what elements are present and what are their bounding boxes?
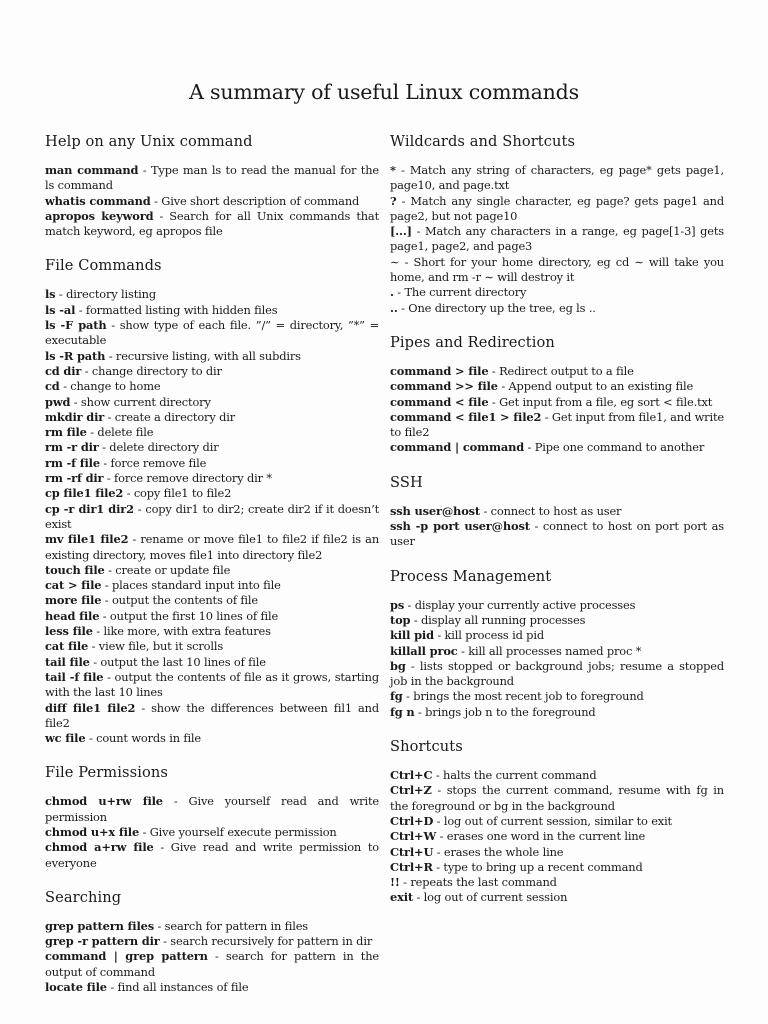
command-name: cd <box>45 379 60 394</box>
command-description: - places standard input into file <box>101 578 281 593</box>
command-description: - log out of current session, similar to exit <box>433 813 672 828</box>
command-description: - create or update file <box>104 562 231 577</box>
command-name: Ctrl+C <box>390 768 433 783</box>
section-help-on-any-unix-command <box>45 131 379 239</box>
section-wildcards-and-shortcuts <box>390 131 724 316</box>
command-name: ls -R path <box>45 348 106 363</box>
command-name: ssh -p port user@host <box>390 519 530 534</box>
command-name: command | command <box>390 440 525 455</box>
command-name: ssh user@host <box>390 503 481 518</box>
command-description: - output the contents of file <box>101 593 258 608</box>
section-ssh <box>390 472 724 550</box>
command-name: wc file <box>45 731 86 746</box>
command-entry <box>390 875 724 890</box>
command-entry <box>45 840 379 871</box>
section-shortcuts <box>390 736 724 906</box>
command-name: ls -F path <box>45 318 107 333</box>
command-name: rm -rf dir <box>45 471 104 486</box>
command-description: - output the contents of file as it grows, starting with the last 10 lines <box>45 669 379 700</box>
command-name: ls -al <box>45 302 76 317</box>
command-name: exit <box>390 890 414 905</box>
command-name: fg n <box>390 704 415 719</box>
command-description: - Give yourself read and write permission <box>45 794 379 824</box>
command-entry <box>390 504 724 519</box>
command-description: - directory listing <box>55 287 156 302</box>
command-name: [...] <box>390 224 412 239</box>
left-column <box>45 131 379 995</box>
command-name: kill pid <box>390 628 434 643</box>
command-entry <box>45 934 379 949</box>
command-entry <box>390 301 724 316</box>
command-entry <box>45 655 379 670</box>
command-entry <box>45 471 379 486</box>
command-entry <box>45 410 379 425</box>
command-description: - Pipe one command to another <box>524 440 705 455</box>
command-entry <box>45 731 379 746</box>
section-process-management <box>390 566 724 720</box>
command-name: Ctrl+D <box>390 813 434 828</box>
command-entry <box>390 783 724 814</box>
command-name: grep pattern files <box>45 918 155 933</box>
command-name: ps <box>390 597 405 612</box>
command-name: rm -r dir <box>45 440 99 455</box>
command-description: - brings the most recent job to foreground <box>402 689 644 704</box>
command-description: - lists stopped or background jobs; resume a stopped job in the background <box>390 658 724 689</box>
section-pipes-and-redirection <box>390 332 724 456</box>
command-entry <box>45 502 379 533</box>
command-description: - stops the current command, resume with fg in the foreground or bg in the background <box>390 783 724 813</box>
command-name: cp -r dir1 dir2 <box>45 501 134 516</box>
command-description: - force remove directory dir * <box>103 471 272 486</box>
right-column <box>390 131 724 906</box>
command-entry <box>390 440 724 455</box>
command-entry <box>45 609 379 624</box>
command-description: - One directory up the tree, eg ls .. <box>397 300 596 315</box>
command-entry <box>45 425 379 440</box>
command-entry <box>45 349 379 364</box>
command-description: - Append output to an existing file <box>497 379 694 394</box>
command-entry <box>45 593 379 608</box>
command-description: - display your currently active processes <box>404 597 636 612</box>
command-description: - create a directory dir <box>104 409 236 424</box>
command-description: - kill all processes named proc * <box>457 643 642 658</box>
command-name: head file <box>45 608 100 623</box>
command-entry <box>45 194 379 209</box>
command-description: - like more, with extra features <box>92 624 271 639</box>
command-entry <box>390 364 724 379</box>
command-description: - show type of each file. ”/” = directory, ”*” = executable <box>45 318 379 348</box>
section-heading: Searching <box>45 888 122 906</box>
command-name: diff file1 file2 <box>45 700 136 715</box>
command-name: command | grep pattern <box>45 949 208 964</box>
command-entry <box>390 379 724 394</box>
command-name: command < file1 > file2 <box>390 409 542 424</box>
command-entry <box>45 456 379 471</box>
command-entry <box>390 598 724 613</box>
command-description: - Give short description of command <box>150 193 360 208</box>
command-entry <box>45 287 379 302</box>
command-name: whatis command <box>45 193 151 208</box>
command-entry <box>45 395 379 410</box>
command-description: - erases one word in the current line <box>436 829 646 844</box>
command-entry <box>390 890 724 905</box>
command-description: - output the last 10 lines of file <box>89 654 266 669</box>
command-description: - force remove file <box>99 455 207 470</box>
command-name: cat file <box>45 639 89 654</box>
command-name: top <box>390 612 411 627</box>
section-heading: Wildcards and Shortcuts <box>390 133 576 150</box>
command-description: - search recursively for pattern in dir <box>159 934 373 949</box>
section-file-commands <box>45 255 379 746</box>
command-name: chmod a+rw file <box>45 840 154 855</box>
command-name: more file <box>45 593 102 608</box>
command-description: - change to home <box>59 379 161 394</box>
command-name: fg <box>390 689 403 704</box>
command-description: - find all instances of file <box>106 980 249 995</box>
command-entry <box>45 701 379 732</box>
command-entry <box>45 624 379 639</box>
command-entry <box>45 303 379 318</box>
command-name: killall proc <box>390 643 458 658</box>
command-name: cat > file <box>45 578 102 593</box>
command-description: - connect to host on port port as user <box>390 519 724 549</box>
command-entry <box>45 949 379 980</box>
command-entry <box>45 379 379 394</box>
command-entry <box>45 980 379 995</box>
command-description: - repeats the last command <box>399 875 557 890</box>
command-entry <box>390 255 724 286</box>
command-entry <box>45 639 379 654</box>
command-name: command < file <box>390 394 489 409</box>
command-name: cp file1 file2 <box>45 486 124 501</box>
page-title: A summary of useful Linux commands <box>189 80 579 104</box>
command-entry <box>45 825 379 840</box>
command-name: mv file1 file2 <box>45 532 129 547</box>
command-entry <box>45 318 379 349</box>
command-entry <box>390 845 724 860</box>
command-entry <box>45 532 379 563</box>
command-entry <box>390 194 724 225</box>
command-description: - search for pattern in the output of command <box>45 949 379 979</box>
command-entry <box>45 209 379 240</box>
command-name: bg <box>390 658 406 673</box>
command-description: - view file, but it scrolls <box>88 639 224 654</box>
command-description: - copy file1 to file2 <box>123 486 232 501</box>
command-description: - change directory to dir <box>81 363 222 378</box>
command-name: man command <box>45 163 139 177</box>
command-description: - erases the whole line <box>433 844 564 859</box>
command-entry <box>45 440 379 455</box>
command-name: apropos keyword <box>45 208 154 223</box>
command-entry <box>390 519 724 550</box>
command-name: tail file <box>45 654 90 669</box>
command-description: - Get input from file1, and write to file2 <box>390 409 724 440</box>
command-entry <box>390 860 724 875</box>
command-name: cd dir <box>45 363 82 378</box>
command-entry <box>390 163 724 194</box>
command-entry <box>45 670 379 701</box>
section-heading: Shortcuts <box>390 738 463 756</box>
command-entry <box>45 364 379 379</box>
command-name: chmod u+rw file <box>45 794 163 809</box>
command-entry <box>45 163 379 194</box>
command-description: - Get input from a file, eg sort < file.txt <box>488 394 713 409</box>
command-description: - Match any string of characters, eg page* gets page1, page10, and page.txt <box>390 163 724 193</box>
command-description: - display all running processes <box>410 612 586 627</box>
command-entry <box>45 563 379 578</box>
section-heading: File Commands <box>45 257 162 275</box>
command-name: ls <box>45 287 56 302</box>
command-description: - recursive listing, with all subdirs <box>105 348 301 363</box>
command-name: grep -r pattern dir <box>45 934 160 949</box>
command-name: ? <box>390 193 397 208</box>
command-description: - Redirect output to a file <box>488 363 634 378</box>
command-entry <box>390 829 724 844</box>
command-name: rm -f file <box>45 455 100 470</box>
command-name: !! <box>390 875 400 890</box>
section-heading: File Permissions <box>45 764 168 782</box>
command-description: - kill process id pid <box>433 628 544 643</box>
command-name: Ctrl+R <box>390 859 433 874</box>
command-description: - output the first 10 lines of file <box>99 608 279 623</box>
section-file-permissions <box>45 762 379 870</box>
command-description: - delete directory dir <box>98 440 219 455</box>
command-name: locate file <box>45 980 107 995</box>
section-searching <box>45 887 379 995</box>
command-entry <box>390 814 724 829</box>
command-name: mkdir dir <box>45 409 105 424</box>
command-entry <box>45 919 379 934</box>
command-entry <box>390 410 724 441</box>
command-name: Ctrl+W <box>390 829 437 844</box>
command-description: - count words in file <box>85 731 202 746</box>
command-entry <box>390 395 724 410</box>
command-entry <box>390 224 724 255</box>
command-description: - Search for all Unix commands that match keyword, eg apropos file <box>45 208 379 239</box>
command-name: * <box>390 163 396 177</box>
command-description: - connect to host as user <box>480 503 622 518</box>
command-description: - Give yourself execute permission <box>139 824 337 839</box>
command-description: - formatted listing with hidden files <box>75 302 278 317</box>
command-description: - show the differences between fil1 and file2 <box>45 700 379 730</box>
command-entry <box>390 705 724 720</box>
command-name: .. <box>390 300 398 315</box>
command-description: ∼ - Short for your home directory, eg cd ∼ will take you home, and rm -r ∼ will destroy it <box>390 254 724 285</box>
command-name: command > file <box>390 363 489 378</box>
command-description: - The current directory <box>393 285 527 300</box>
command-description: - type to bring up a recent command <box>432 859 643 874</box>
command-entry <box>390 768 724 783</box>
command-description: - rename or move file1 to file2 if file2 is an existing directory, moves file1 into directory file2 <box>45 532 380 562</box>
section-heading: Process Management <box>390 567 552 585</box>
command-description: - Match any single character, eg page? gets page1 and page2, but not page10 <box>390 193 724 223</box>
command-entry <box>390 659 724 690</box>
command-name: pwd <box>45 394 71 409</box>
command-description: - log out of current session <box>413 890 568 905</box>
command-description: - search for pattern in files <box>154 918 308 933</box>
section-heading: Help on any Unix command <box>45 133 253 150</box>
command-entry <box>390 689 724 704</box>
command-description: - show current directory <box>70 394 211 409</box>
command-name: rm file <box>45 425 87 440</box>
command-entry <box>390 628 724 643</box>
command-name: touch file <box>45 562 105 577</box>
command-entry <box>390 644 724 659</box>
command-name: command >> file <box>390 379 498 394</box>
command-description: - halts the current command <box>432 768 597 783</box>
section-heading: Pipes and Redirection <box>390 333 555 351</box>
section-heading: SSH <box>390 473 423 491</box>
command-entry <box>390 285 724 300</box>
command-description: - delete file <box>86 425 154 440</box>
command-name: chmod u+x file <box>45 824 140 839</box>
command-entry <box>45 578 379 593</box>
command-description: - Give read and write permission to everyone <box>45 840 379 870</box>
command-description: - Match any characters in a range, eg page[1-3] gets page1, page2, and page3 <box>390 224 724 254</box>
command-name: tail -f file <box>45 669 104 684</box>
command-description: - Type man ls to read the manual for the ls command <box>45 163 380 193</box>
command-entry <box>45 794 379 825</box>
command-entry <box>45 486 379 501</box>
command-name: Ctrl+Z <box>390 783 432 798</box>
command-description: - brings job n to the foreground <box>414 704 596 719</box>
command-entry <box>390 613 724 628</box>
command-name: . <box>390 285 394 300</box>
command-description: - copy dir1 to dir2; create dir2 if it doesn’t exist <box>45 501 379 531</box>
command-name: Ctrl+U <box>390 844 434 859</box>
command-name: less file <box>45 624 93 639</box>
